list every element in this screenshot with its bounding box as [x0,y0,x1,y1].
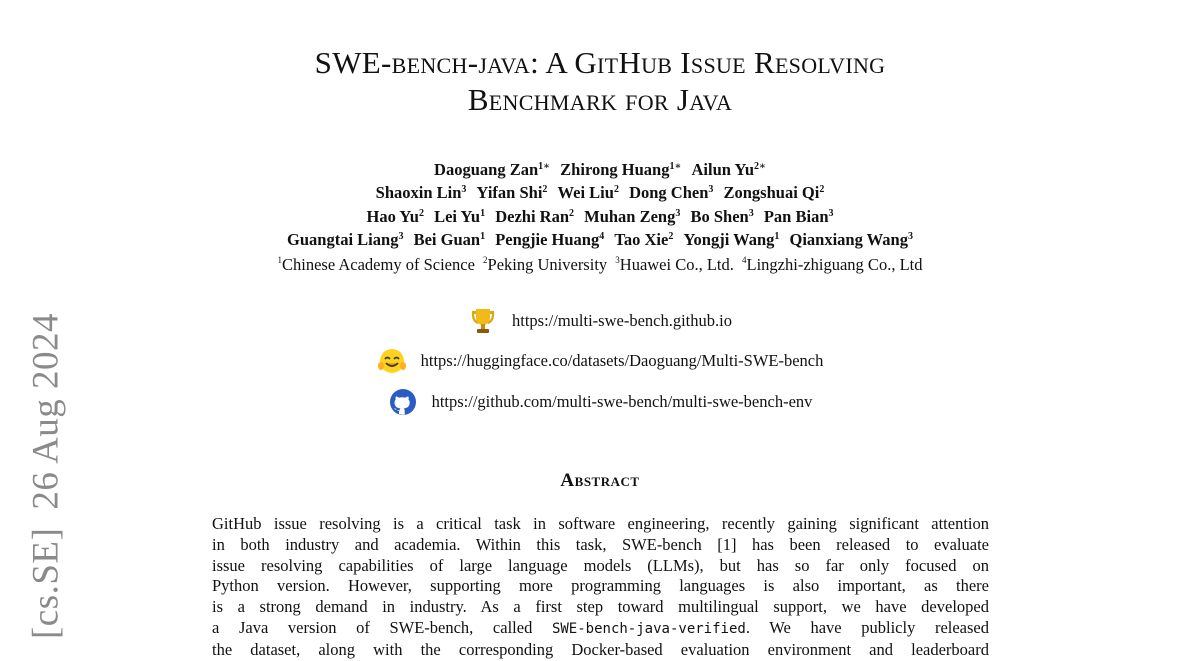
abstract-body [212,514,989,661]
abstract-line: is a strong demand in industry. As a first step toward multilingual support, we have developed [212,597,989,617]
arxiv-category: [cs.SE] [25,527,67,640]
author: Hao Yu$^2$ [366,206,424,226]
abstract-line: in both industry and academia. Within this task, SWE-bench [1] has been released to evaluate [212,534,989,554]
huggingface-icon [377,346,407,376]
github-icon [388,387,418,417]
author-row [0,181,1200,204]
author: Tao Xie$^2$ [614,229,674,249]
inline-code: SWE-bench-java-verified [551,620,746,637]
author: Qianxiang Wang$^3$ [789,229,913,249]
github-repo-link[interactable]: https://github.com/multi-swe-bench/multi-swe-bench-env [431,392,813,411]
author-row [0,158,1200,181]
author: Zongshuai Qi$^2$ [723,183,825,203]
abstract-heading: Abstract [560,470,640,491]
abstract-line: the dataset, along with the corresponding Docker-based evaluation environment and leaderboard [212,639,989,659]
paper-title-line-1: SWE-bench-java: A GitHub Issue Resolving [314,45,886,80]
author: Bei Guan$^1$ [413,229,486,249]
huggingface-dataset-link[interactable]: https://huggingface.co/datasets/Daoguang/Multi-SWE-bench [420,351,824,370]
affiliation: $^1$Chinese Academy of Science [277,255,475,274]
author: Yongji Wang$^1$ [683,229,780,249]
author: Pan Bian$^3$ [763,206,834,226]
abstract-line: a Java version of SWE-bench, called SWE-bench-java-verified. We have publicly released [212,617,989,637]
author: Dong Chen$^3$ [629,183,714,203]
author: Pengjie Huang$^4$ [495,229,605,249]
author: Shaoxin Lin$^3$ [375,183,467,203]
dataset-link-row [0,346,1200,376]
author-row [0,205,1200,228]
paper-title [0,44,1200,118]
affiliation: $^2$Peking University [483,255,608,274]
abstract-line: GitHub issue resolving is a critical task in software engineering, recently gaining significant attention [212,514,989,533]
author: Bo Shen$^3$ [690,206,754,226]
affiliation: $^4$Lingzhi-zhiguang Co., Ltd [742,255,923,274]
trophy-icon [468,306,498,336]
abstract-line: Python version. However, supporting more programming languages is also important, as there [212,576,989,596]
author: Dezhi Ran$^2$ [495,206,574,226]
project-homepage-link[interactable]: https://multi-swe-bench.github.io [512,311,732,330]
author-row [0,228,1200,251]
author-list [0,158,1200,251]
author: Yifan Shi$^2$ [476,183,548,203]
author: Ailun $Yu^{2∗}$ [691,160,766,179]
author: Lei Yu$^1$ [434,206,486,226]
project-link-row [0,306,1200,336]
author: Muhan Zeng$^3$ [584,206,681,226]
affiliation: $^3$Huawei Co., Ltd. [615,255,734,274]
abstract-line: issue resolving capabilities of large language models (LLMs), but has so far only focused on [212,555,989,575]
author: Guangtai Liang$^3$ [287,229,404,249]
author: Zhirong Huang$^{1∗}$ [560,160,682,179]
paper-title-line-2: Benchmark for Java [467,82,733,117]
affiliation-list [0,254,1200,276]
arxiv-date: 26 Aug 2024 [25,312,67,510]
author: Wei Liu$^2$ [557,183,619,203]
author: Daoguang Zan$^{1∗}$ [434,160,551,179]
github-link-row [0,387,1200,417]
